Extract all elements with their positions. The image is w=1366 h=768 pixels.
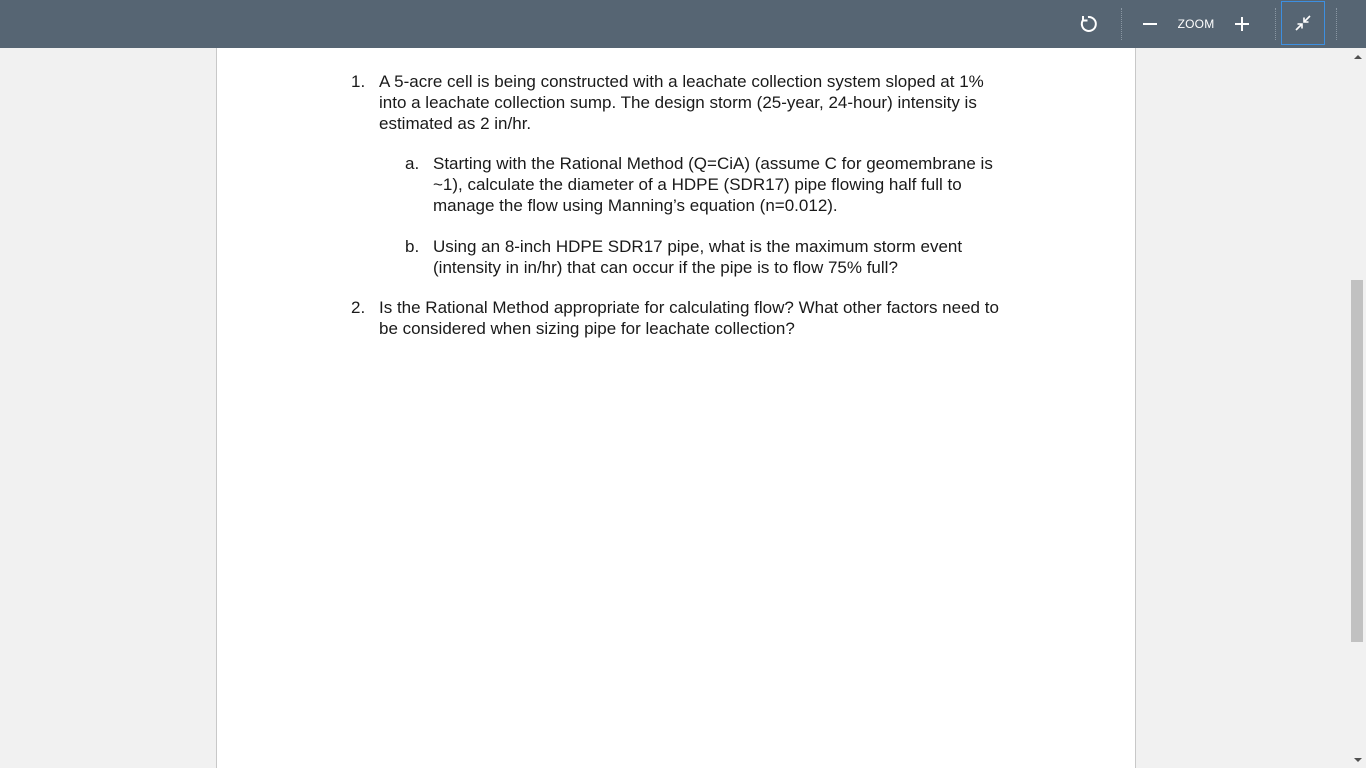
exit-fullscreen-button[interactable] [1281,1,1325,45]
question-1a [351,154,1011,216]
document-content [351,72,1011,360]
toolbar-divider [1336,8,1337,40]
zoom-in-button[interactable] [1228,0,1256,48]
plus-icon [1234,16,1250,32]
zoom-label: ZOOM [1177,17,1215,31]
subquestion-letter: a. [405,154,420,174]
vertical-scrollbar[interactable] [1349,48,1366,768]
subquestion-text: Using an 8-inch HDPE SDR17 pipe, what is the maximum storm event (intensity in in/hr) that can occur if the pipe is to flow 75% full? [433,236,963,277]
question-number: 2. [351,298,366,318]
question-number: 1. [351,72,366,91]
question-2 [351,298,1011,340]
zoom-out-button[interactable] [1136,0,1164,48]
document-page [216,48,1136,768]
scrollbar-thumb[interactable] [1351,280,1363,642]
rotate-button[interactable] [1068,0,1108,48]
scroll-up-button[interactable] [1349,48,1366,65]
collapse-arrows-icon [1294,14,1312,32]
document-viewer [0,48,1366,768]
minus-icon [1142,16,1158,32]
question-text: Is the Rational Method appropriate for calculating flow? What other factors need to be considered when sizing pipe for leachate collection? [379,298,999,339]
subquestion-letter: b. [405,236,420,256]
scroll-down-arrow-icon [1354,758,1362,762]
question-1 [351,72,1011,134]
scroll-down-button[interactable] [1349,751,1366,768]
scroll-up-arrow-icon [1354,55,1362,59]
toolbar-divider [1275,8,1276,40]
subquestion-text: Starting with the Rational Method (Q=CiA) (assume C for geomembrane is ~1), calculate the diameter of a HDPE (SDR17) pipe flowing half full to manage the flow using Manning’s equation (n=0.012). [433,154,993,215]
viewer-toolbar [0,0,1366,48]
toolbar-divider [1121,8,1122,40]
rotate-icon [1077,13,1099,35]
question-1b [351,237,1011,279]
question-text: A 5-acre cell is being constructed with a leachate collection system sloped at 1% into a leachate collection sump. The design storm (25-year, 24-hour) intensity is estimated as 2 in/hr. [379,72,984,133]
